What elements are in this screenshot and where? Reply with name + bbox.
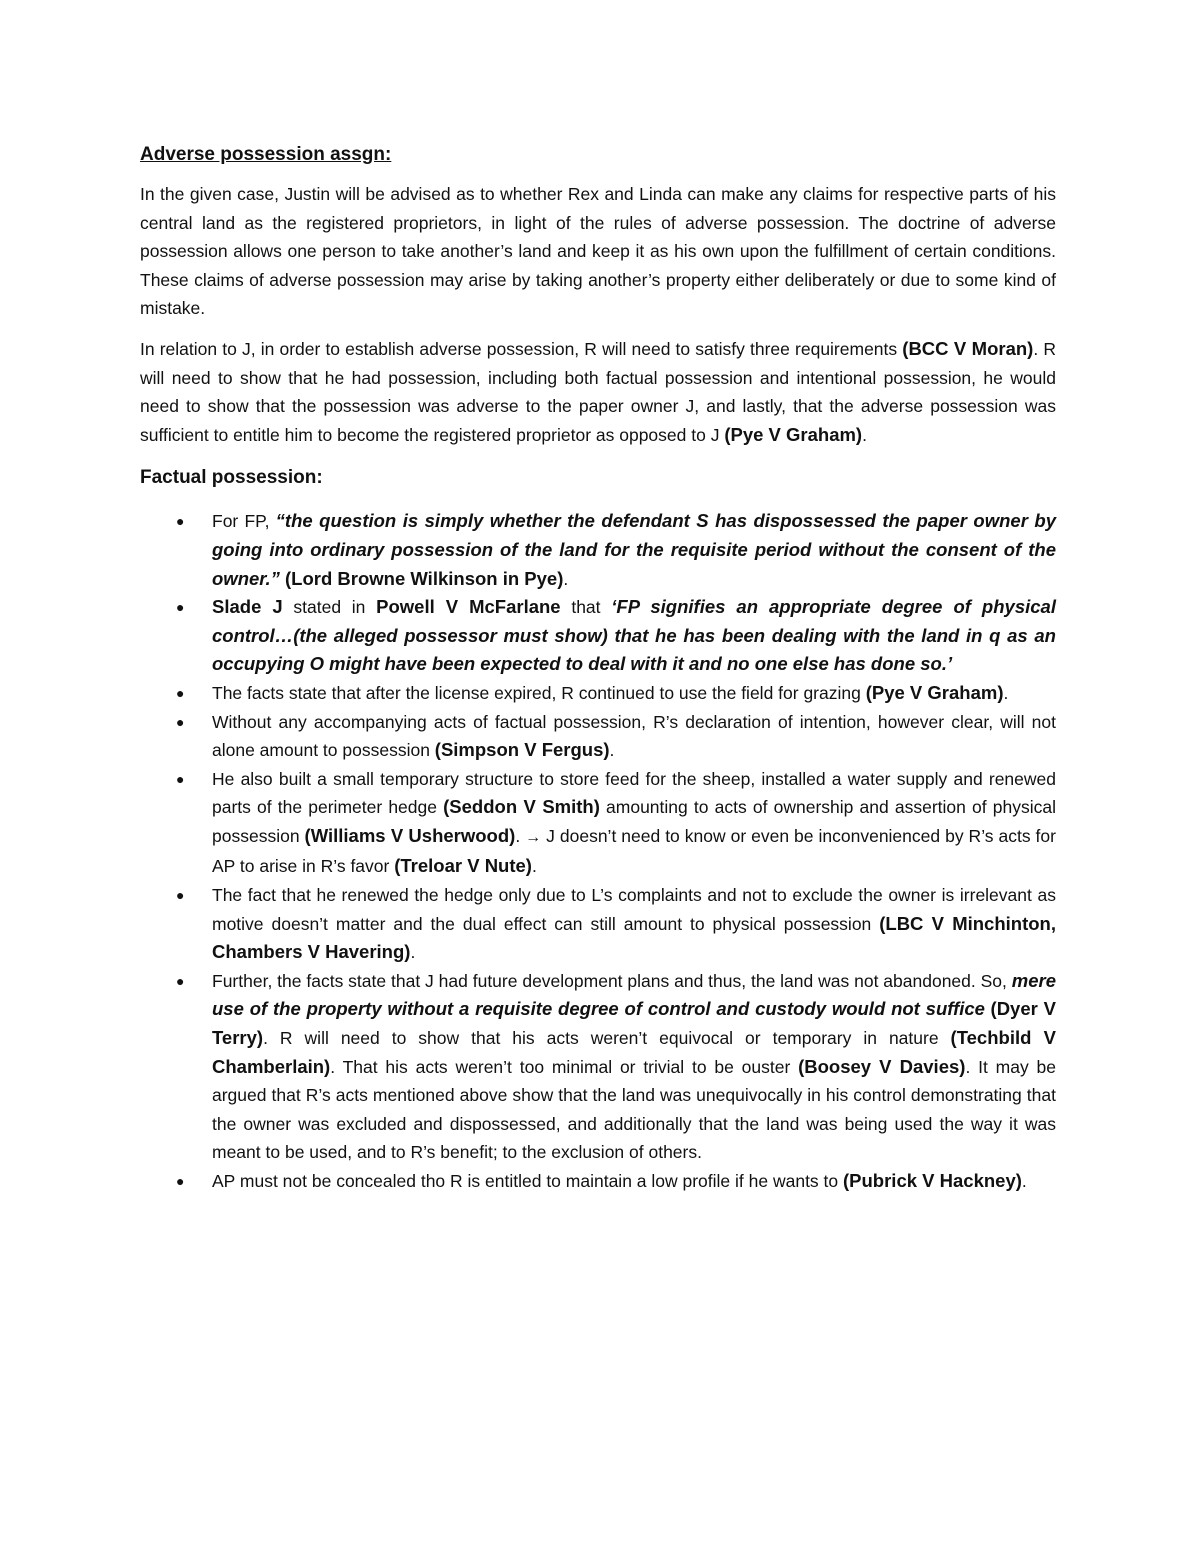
case-citation: (Techbild V Chamberlain)	[212, 1027, 1056, 1077]
case-citation: (Pubrick V Hackney)	[843, 1170, 1022, 1191]
bullet-icon: ●	[176, 1173, 185, 1189]
list-item	[140, 708, 1056, 765]
case-citation: Slade J	[212, 596, 283, 618]
case-citation: Powell V McFarlane	[376, 596, 561, 618]
text-run: In relation to J, in order to establish adverse possession, R will need to satisfy three requirements	[140, 338, 903, 359]
case-citation: (BCC V Moran)	[902, 337, 1034, 359]
case-citation: (Simpson V Fergus)	[434, 739, 610, 761]
text-run: that	[560, 597, 612, 618]
quotation: ‘FP signifies an appropriate degree of physical control…(the alleged possessor must show) that he has been dealing with the land in q as an occupying O might have been expected to deal with it and no one else has done so.’	[212, 596, 1056, 675]
document-page	[140, 140, 1056, 1196]
text-run: The fact that he renewed the hedge only due to L’s complaints and not to exclude the owner is irrelevant as motive doesn’t matter and the dual effect can still amount to physical possession	[212, 885, 1056, 934]
text-run: . It may be argued that R’s acts mentioned above show that the land was unequivocally in his control demonstrating that the owner was excluded and dispossessed, and additionally that the land was being used the way it was meant to be used, and to R’s benefit; to the exclusion of others.	[212, 1056, 1056, 1163]
list-item	[140, 967, 1056, 1167]
list-item	[140, 881, 1056, 967]
bullet-icon: ●	[176, 972, 185, 989]
intro-paragraph: In the given case, Justin will be advised as to whether Rex and Linda can make any claims for respective parts of his central land as the registered proprietors, in light of the rules of adverse possession. The doctrine of adverse possession allows one person to take another’s land and keep it as his own upon the fulfillment of certain conditions. These claims of adverse possession may arise by taking another’s property either deliberately or due to some kind of mistake.	[140, 184, 1056, 319]
case-citation: (Williams V Usherwood)	[304, 824, 516, 846]
list-item	[140, 765, 1056, 881]
text-run: .	[1003, 682, 1009, 703]
text-run: stated in	[282, 597, 377, 618]
text-run: . That his acts weren’t too minimal or trivial to be ouster	[330, 1056, 799, 1077]
text-run: He also built a small temporary structure to store feed for the sheep, installed a water supply and renewed parts of the perimeter hedge	[212, 768, 1056, 818]
case-citation: (Treloar V Nute)	[394, 855, 532, 877]
list-item	[140, 1167, 1056, 1196]
bullet-icon: ●	[176, 599, 185, 616]
quotation: “the question is simply whether the defendant S has dispossessed the paper owner by going into ordinary possession of the land for the requisite period without the consent of the owner.”	[212, 510, 1056, 589]
text-run: .	[515, 825, 526, 846]
text-run: AP must not be concealed tho R is entitled to maintain a low profile if he wants to	[212, 1171, 843, 1191]
text-run: .	[563, 568, 569, 589]
text-run: For FP,	[212, 511, 276, 532]
case-citation: (Boosey V Davies)	[798, 1055, 966, 1077]
case-citation: (Pye V Graham)	[865, 681, 1004, 703]
quotation: mere use of the property without a requisite degree of control and custody would not suffice	[212, 969, 1056, 1020]
text-run: J doesn’t need to know or even be inconvenienced by R’s acts for AP to arise in R’s favor	[212, 825, 1056, 877]
case-citation: (Dyer V Terry)	[212, 998, 1056, 1049]
case-citation: (Seddon V Smith)	[443, 796, 600, 818]
text-run: .	[1021, 1171, 1027, 1191]
text-run: . R will need to show that his acts weren’t equivocal or temporary in nature	[263, 1028, 951, 1049]
document-title: Adverse possession assgn:	[140, 144, 392, 165]
text-run: .	[410, 942, 416, 963]
bullet-icon: ●	[176, 513, 185, 530]
text-run: Further, the facts state that J had future development plans and thus, the land was not abandoned. So,	[212, 970, 1012, 991]
text-run: .	[862, 424, 867, 445]
list-item	[140, 593, 1056, 679]
bullet-icon: ●	[176, 887, 185, 904]
text-run: . R will need to show that he had possession, including both factual possession and intentional possession, he would need to show that the possession was adverse to the paper owner J, and lastly, that the adverse possession was sufficient to entitle him to become the registered proprietor as opposed to J	[140, 338, 1056, 445]
bullet-icon: ●	[176, 770, 185, 787]
case-citation: (Lord Browne Wilkinson in Pye)	[279, 567, 564, 589]
list-item	[140, 507, 1056, 593]
bullet-icon: ●	[176, 684, 185, 701]
case-citation: (Pye V Graham)	[724, 423, 863, 445]
section-heading: Factual possession:	[140, 467, 323, 489]
text-run: Without any accompanying acts of factual possession, R’s declaration of intention, however clear, will not alone amount to possession	[212, 711, 1056, 761]
text-run: amounting to acts of ownership and assertion of physical possession	[212, 797, 1056, 846]
bullet-icon: ●	[176, 713, 185, 730]
case-citation: (LBC V Minchinton, Chambers V Havering)	[212, 912, 1056, 963]
list-item	[140, 679, 1056, 708]
requirements-paragraph	[140, 335, 1056, 449]
text-run: .	[609, 740, 615, 761]
text-run: The facts state that after the license expired, R continued to use the field for grazing	[212, 682, 866, 703]
arrow-right-icon: →	[525, 828, 542, 846]
bullet-list	[140, 507, 1056, 1195]
text-run: .	[531, 856, 537, 877]
